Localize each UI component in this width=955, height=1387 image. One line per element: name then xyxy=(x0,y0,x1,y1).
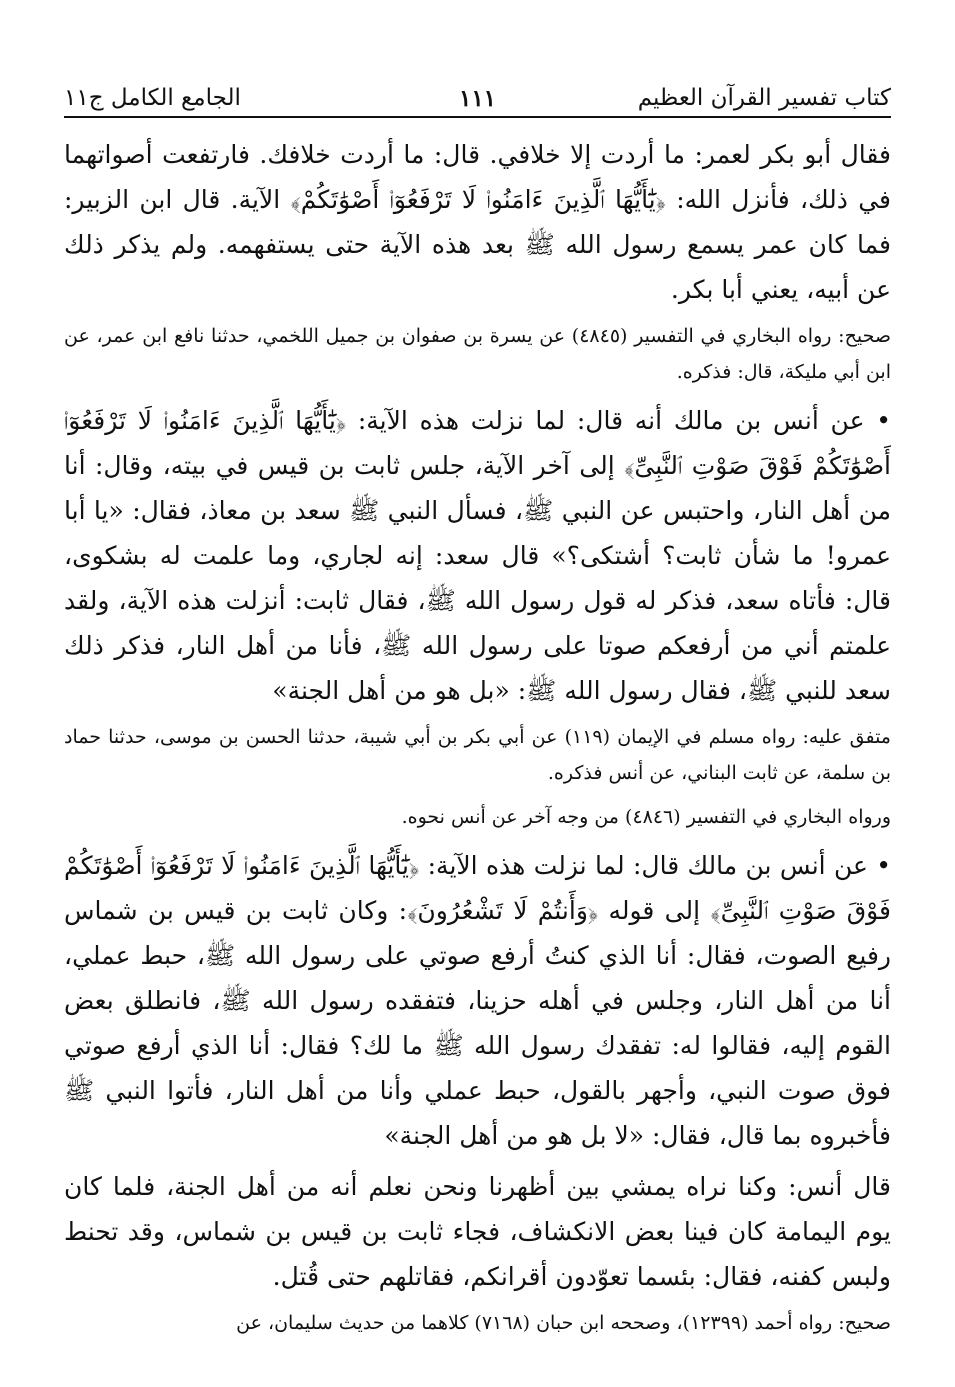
hadith-grading-note: متفق عليه: رواه مسلم في الإيمان (١١٩) عن أبي بكر بن أبي شيبة، حدثنا الحسن بن موسى، حدثنا حماد بن سلمة، عن ثابت البناني، عن أنس فذكره. xyxy=(64,726,891,784)
main-paragraph: • عن أنس بن مالك أنه قال: لما نزلت هذه الآية: ﴿يَٰٓأَيُّهَا ٱلَّذِينَ ءَامَنُوا۟ لَا تَرْفَعُوٓا۟ أَصْوَٰتَكُمْ فَوْقَ صَوْتِ ٱلنَّبِىِّ﴾ إلى آخر الآية، جلس ثابت بن قيس في بيته، وقال: أنا من أهل النار، واحتبس عن النبي ﷺ، فسأل النبي ﷺ سعد بن معاذ، فقال: «يا أبا عمرو! ما شأن ثابت؟ أشتكى؟» قال سعد: إنه لجاري، وما علمت له بشكوى، قال: فأتاه سعد، فذكر له قول رسول الله ﷺ، فقال ثابت: أنزلت هذه الآية، ولقد علمتم أني من أرفعكم صوتا على رسول الله ﷺ، فأنا من أهل النار، فذكر ذلك سعد للنبي ﷺ، فقال رسول الله ﷺ: «بل هو من أهل الجنة» xyxy=(64,406,891,705)
page-number: ١١١ xyxy=(458,85,497,112)
volume-title: الجامع الكامل ج١١ xyxy=(64,85,241,111)
main-paragraph: فقال أبو بكر لعمر: ما أردت إلا خلافي. قال: ما أردت خلافك. فارتفعت أصواتهما في ذلك، فأنزل الله: ﴿يَٰٓأَيُّهَا ٱلَّذِينَ ءَامَنُوا۟ لَا تَرْفَعُوٓا۟ أَصْوَٰتَكُمْ﴾ الآية. قال ابن الزبير: فما كان عمر يسمع رسول الله ﷺ بعد هذه الآية حتى يستفهمه. ولم يذكر ذلك عن أبيه، يعني أبا بكر. xyxy=(64,140,891,304)
hadith-grading-note: ورواه البخاري في التفسير (٤٨٤٦) من وجه آخر عن أنس نحوه. xyxy=(401,806,891,828)
running-header xyxy=(64,72,891,118)
body-text xyxy=(64,132,891,1341)
main-paragraph: • عن أنس بن مالك قال: لما نزلت هذه الآية: ﴿يَٰٓأَيُّهَا ٱلَّذِينَ ءَامَنُوا۟ لَا تَرْفَعُوٓا۟ أَصْوَٰتَكُمْ فَوْقَ صَوْتِ ٱلنَّبِىِّ﴾ إلى قوله ﴿وَأَنتُمْ لَا تَشْعُرُونَ﴾: وكان ثابت بن قيس بن شماس رفيع الصوت، فقال: أنا الذي كنتُ أرفع صوتي على رسول الله ﷺ، حبط عملي، أنا من أهل النار، وجلس في أهله حزينا، فتفقده رسول الله ﷺ، فانطلق بعض القوم إليه، فقالوا له: تفقدك رسول الله ﷺ ما لك؟ فقال: أنا الذي أرفع صوتي فوق صوت النبي، وأجهر بالقول، حبط عملي وأنا من أهل النار، فأتوا النبي ﷺ فأخبروه بما قال، فقال: «لا بل هو من أهل الجنة» xyxy=(64,851,891,1150)
main-paragraph: قال أنس: وكنا نراه يمشي بين أظهرنا ونحن نعلم أنه من أهل الجنة، فلما كان يوم اليمامة كان فينا بعض الانكشاف، فجاء ثابت بن قيس بن شماس، وقد تحنط ولبس كفنه، فقال: بئسما تعوّدون أقرانكم، فقاتلهم حتى قُتل. xyxy=(64,1172,891,1291)
book-title: كتاب تفسير القرآن العظيم xyxy=(637,85,891,111)
hadith-grading-note: صحيح: رواه أحمد (١٢٣٩٩)، وصححه ابن حبان (٧١٦٨) كلاهما من حديث سليمان، عن xyxy=(236,1312,891,1334)
hadith-grading-note: صحيح: رواه البخاري في التفسير (٤٨٤٥) عن يسرة بن صفوان بن جميل اللخمي، حدثنا نافع ابن عمر، عن ابن أبي مليكة، قال: فذكره. xyxy=(64,325,891,383)
